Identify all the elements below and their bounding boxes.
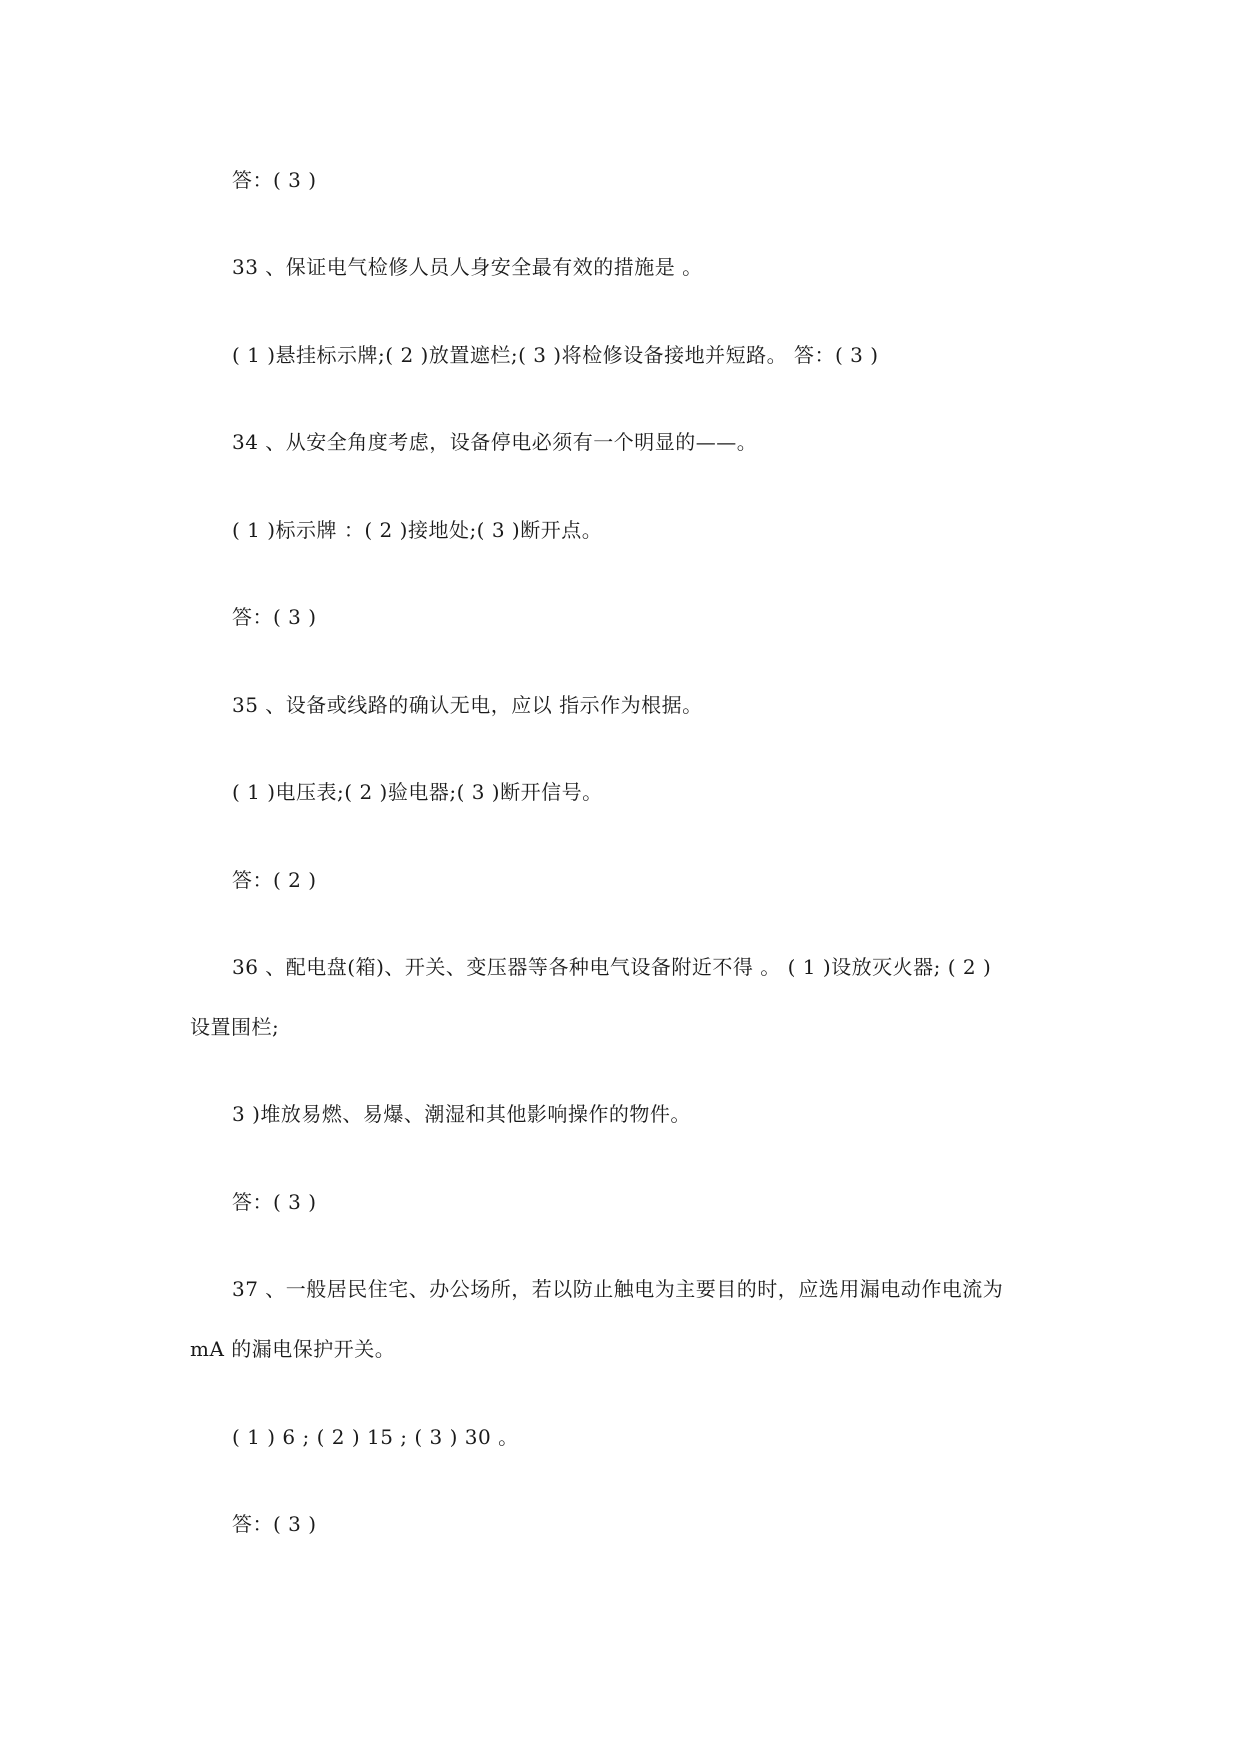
options-34: ( 1 )标示牌 ：( 2 )接地处;( 3 )断开点。 — [232, 518, 603, 542]
answer-34: 答：( 3 ) — [232, 605, 317, 629]
question-36-continued: 设置围栏; — [190, 1015, 280, 1039]
answer-line: 答：( 3 ) — [232, 168, 317, 192]
options-37: ( 1 ) 6 ; ( 2 ) 15 ; ( 3 ) 30 。 — [232, 1425, 519, 1449]
answer-37: 答：( 3 ) — [232, 1512, 317, 1536]
answer-36: 答：( 3 ) — [232, 1190, 317, 1214]
question-37-continued: mA 的漏电保护开关。 — [190, 1337, 396, 1361]
options-35: ( 1 )电压表;( 2 )验电器;( 3 )断开信号。 — [232, 780, 603, 804]
question-35: 35 、设备或线路的确认无电，应以 指示作为根据。 — [232, 693, 703, 717]
question-33: 33 、保证电气检修人员人身安全最有效的措施是 。 — [232, 255, 703, 279]
options-36: 3 )堆放易燃、易爆、潮湿和其他影响操作的物件。 — [232, 1102, 691, 1126]
question-36: 36 、配电盘(箱)、开关、变压器等各种电气设备附近不得 。 ( 1 )设放灭火器; ( 2 ) — [232, 955, 992, 979]
options-33: ( 1 )悬挂标示牌;( 2 )放置遮栏;( 3 )将检修设备接地并短路。 答：( 3 ) — [232, 343, 879, 367]
question-34: 34 、从安全角度考虑，设备停电必须有一个明显的——。 — [232, 430, 758, 454]
question-37: 37 、一般居民住宅、办公场所，若以防止触电为主要目的时，应选用漏电动作电流为 — [232, 1277, 1004, 1301]
answer-35: 答：( 2 ) — [232, 868, 317, 892]
